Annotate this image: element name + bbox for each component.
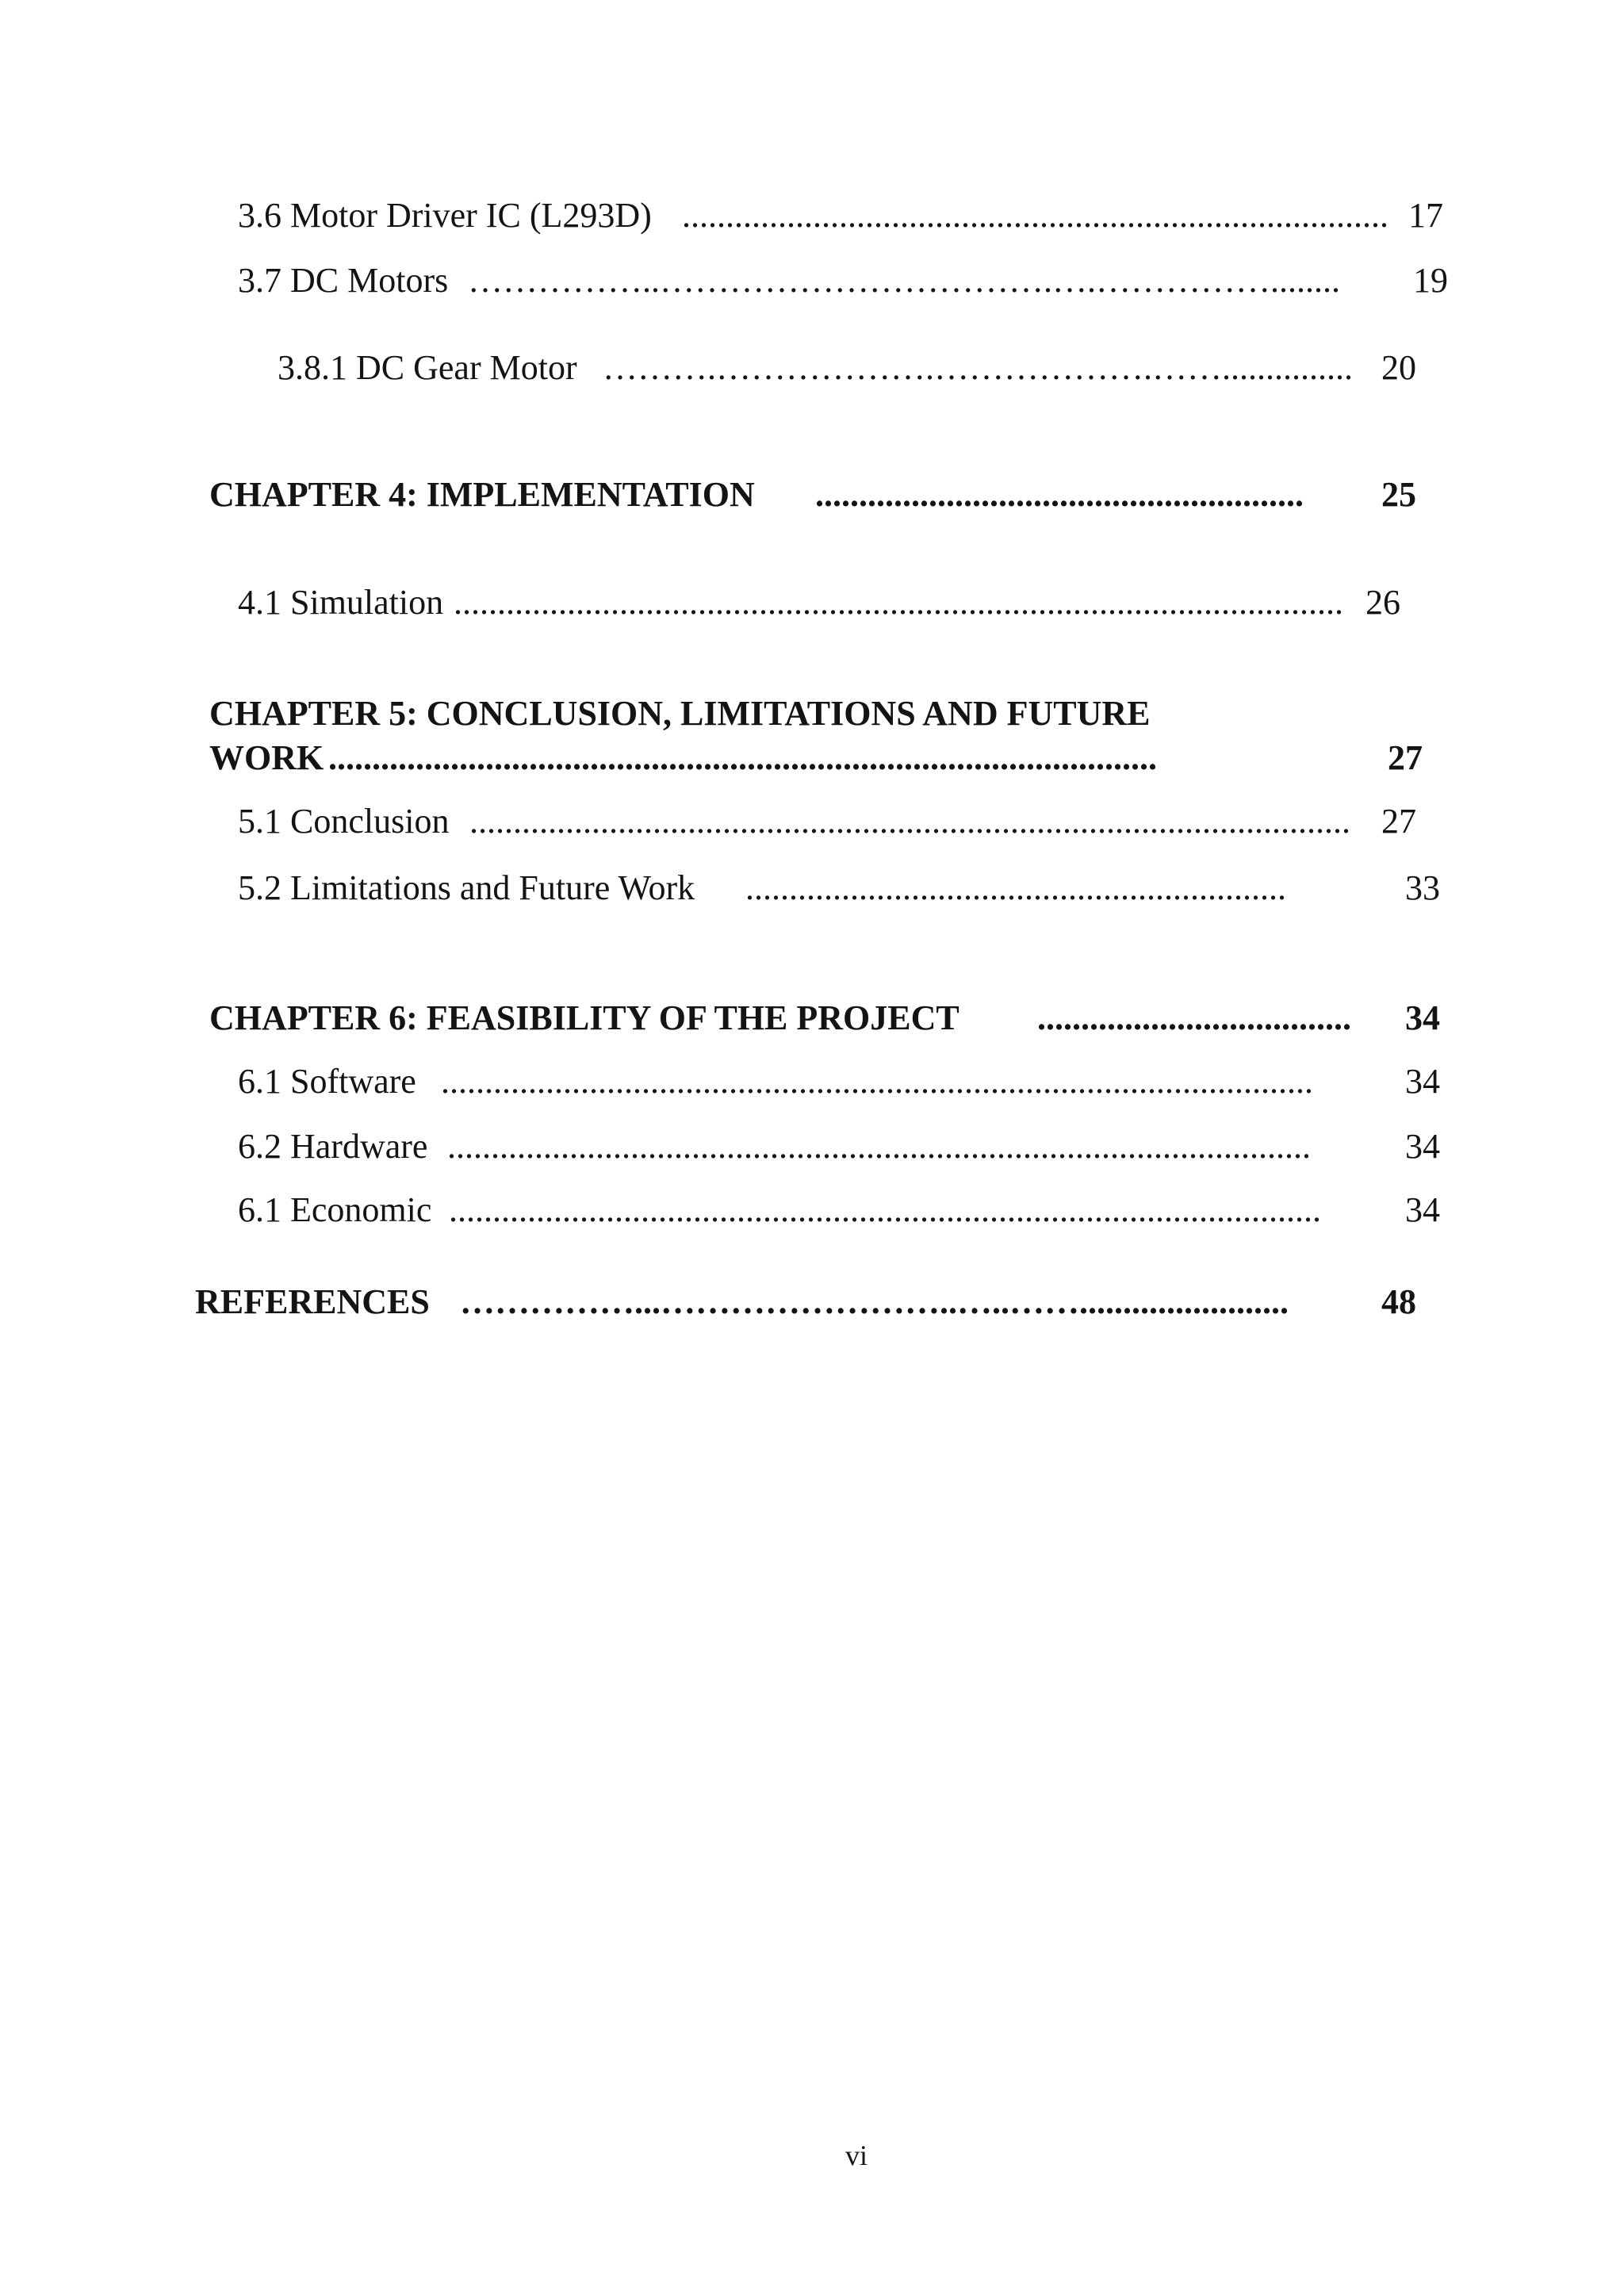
toc-entry-5-1[interactable]	[238, 798, 1416, 845]
toc-entry-6-1-economic[interactable]	[238, 1186, 1440, 1234]
toc-references-page: 48	[1380, 1278, 1416, 1326]
toc-chapter-5[interactable]	[209, 734, 1423, 782]
toc-entry-page: 33	[1404, 864, 1440, 912]
toc-entry-3-8-1[interactable]	[278, 344, 1416, 392]
toc-leader-dots: .....................................................................................................	[469, 802, 1350, 841]
toc-leader-dots: ....................................	[1037, 998, 1351, 1037]
toc-chapter-label: CHAPTER 6: FEASIBILITY OF THE PROJECT	[209, 998, 959, 1037]
toc-chapter-page: 34	[1404, 994, 1440, 1042]
toc-leader-dots: ……….……………….……………….……...............	[603, 348, 1353, 387]
toc-entry-6-2-hardware[interactable]	[238, 1123, 1440, 1170]
toc-references[interactable]	[195, 1278, 1416, 1326]
toc-chapter-label: WORK	[209, 738, 324, 777]
toc-entry-label: 3.8.1 DC Gear Motor	[278, 348, 577, 387]
toc-chapter-5-title[interactable]: CHAPTER 5: CONCLUSION, LIMITATIONS AND FUTURE	[209, 694, 1151, 733]
toc-entry-label: 3.6 Motor Driver IC (L293D)	[238, 196, 652, 235]
toc-entry-label: 6.1 Economic	[238, 1190, 432, 1229]
toc-entry-label: 6.1 Software	[238, 1062, 416, 1101]
toc-entry-4-1[interactable]	[238, 579, 1400, 626]
toc-leader-dots: ........................................................	[815, 475, 1304, 514]
toc-entry-5-2[interactable]	[238, 864, 1440, 912]
toc-leader-dots: ....................................................................................................	[449, 1190, 1321, 1229]
toc-entry-label: 5.1 Conclusion	[238, 802, 450, 841]
toc-references-label: REFERENCES	[195, 1282, 430, 1321]
toc-leader-dots: ...................................................................................................	[447, 1127, 1311, 1166]
toc-entry-page: 20	[1380, 344, 1416, 392]
toc-leader-dots: ......................................................................................................	[454, 583, 1343, 622]
toc-entry-3-7[interactable]	[238, 257, 1448, 305]
toc-entry-page: 17	[1407, 192, 1443, 239]
toc-chapter-6[interactable]	[209, 994, 1440, 1042]
toc-leader-dots: .................................................................................	[682, 196, 1388, 235]
toc-entry-page: 26	[1364, 579, 1400, 626]
page-number: vi	[845, 2140, 868, 2171]
toc-entry-page: 34	[1404, 1186, 1440, 1234]
toc-leader-dots: ....................................................................................................	[441, 1062, 1313, 1101]
toc-leader-dots: ..............................................................	[745, 868, 1286, 907]
toc-chapter-page: 25	[1380, 471, 1416, 519]
toc-entry-label: 5.2 Limitations and Future Work	[238, 868, 695, 907]
toc-entry-page: 27	[1380, 798, 1416, 845]
toc-chapter-page: 27	[1386, 734, 1423, 782]
toc-entry-label: 3.7 DC Motors	[238, 261, 449, 300]
toc-entry-page: 34	[1404, 1058, 1440, 1105]
toc-entry-page: 19	[1411, 257, 1448, 305]
toc-entry-page: 34	[1404, 1123, 1440, 1170]
toc-chapter-4[interactable]	[209, 471, 1416, 519]
toc-entry-label: 6.2 Hardware	[238, 1127, 428, 1166]
toc-entry-label: 4.1 Simulation	[238, 583, 444, 622]
toc-leader-dots: ...............................................................................................	[328, 738, 1157, 777]
toc-leader-dots: ……………...……………………..…..……........................	[460, 1282, 1289, 1321]
toc-entry-3-6[interactable]	[238, 192, 1443, 239]
toc-leader-dots: ……………..…………………………….….……………........	[468, 261, 1340, 300]
toc-entry-6-1-software[interactable]	[238, 1058, 1440, 1105]
toc-chapter-label: CHAPTER 4: IMPLEMENTATION	[209, 475, 755, 514]
